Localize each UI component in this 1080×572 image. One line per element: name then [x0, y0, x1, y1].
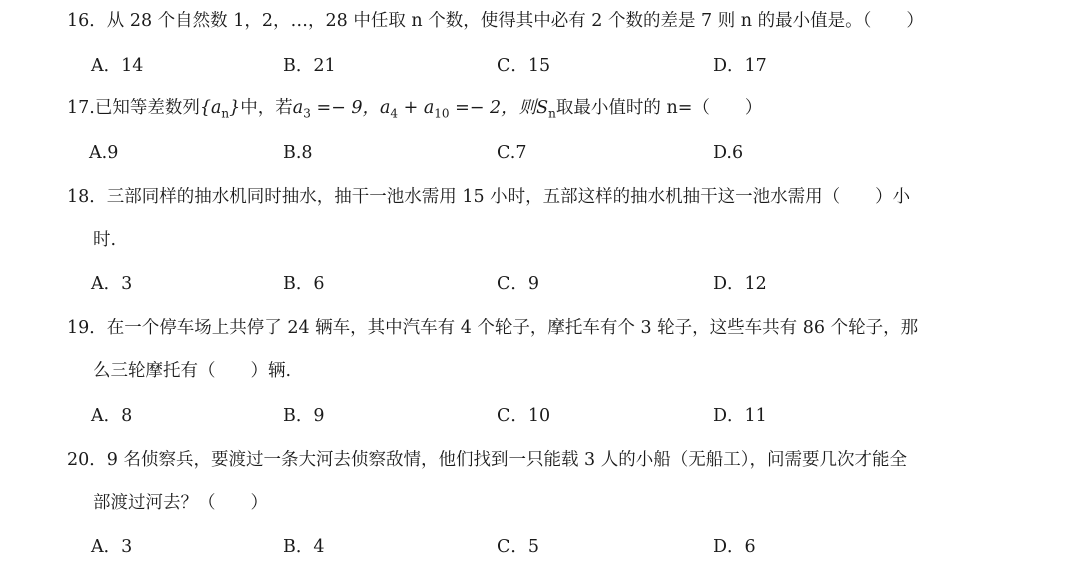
question-20-line-2: 部渡过河去？（ ）	[93, 493, 268, 513]
question-18-option-d: D．12	[713, 274, 767, 294]
question-20-line-1: 20．9 名侦察兵，要渡过一条大河去侦察敌情，他们找到一只能载 3 人的小船（无船工），问需要几次才能全	[67, 450, 907, 470]
question-16-option-b: B．21	[283, 56, 336, 76]
question-20-option-c: C．5	[497, 537, 540, 557]
question-17-option-b: B.8	[283, 143, 313, 163]
question-16-text: 16．从 28 个自然数 1，2，…，28 中任取 n 个数，使得其中必有 2 个数的差是 7 则 n 的最小值是。（ ）	[67, 11, 924, 31]
question-19	[67, 316, 918, 383]
sequence-notation: $\{a_n\}$	[199, 98, 241, 121]
question-19-option-d: D．11	[713, 406, 767, 426]
question-20-option-d: D．6	[713, 537, 756, 557]
question-17-option-d: D.6	[713, 143, 744, 163]
question-19-option-c: C．10	[497, 406, 551, 426]
question-17-option-a: A.9	[89, 143, 119, 163]
term-a10: $a_{10}$	[423, 98, 450, 121]
question-16-option-c: C．15	[497, 56, 551, 76]
question-18-line-2: 时.	[93, 230, 117, 250]
question-20-option-b: B．4	[283, 537, 325, 557]
term-a3: $a_3$	[292, 98, 311, 121]
question-17-option-c: C.7	[497, 143, 527, 163]
question-18	[67, 185, 910, 252]
question-20	[67, 448, 907, 515]
question-18-option-b: B．6	[283, 274, 325, 294]
term-sn: $S_n$	[536, 98, 556, 121]
question-18-option-c: C．9	[497, 274, 540, 294]
question-16	[67, 9, 924, 33]
question-16-option-a: A．14	[91, 56, 144, 76]
question-20-option-a: A．3	[91, 537, 133, 557]
question-19-line-2: 么三轮摩托有（ ）辆.	[93, 361, 292, 381]
term-a4: $a_4$	[379, 98, 399, 121]
question-19-line-1: 19．在一个停车场上共停了 24 辆车，其中汽车有 4 个轮子，摩托车有个 3 轮子，这些车共有 86 个轮子，那	[67, 318, 919, 338]
question-18-option-a: A．3	[91, 274, 133, 294]
question-17-prefix: 17.已知等差数列	[67, 98, 200, 118]
question-19-option-b: B．9	[283, 406, 325, 426]
question-16-option-d: D．17	[713, 56, 767, 76]
question-17: 17.已知等差数列$\{a_n\}$中，若$a_3 =- 9$，$a_4 + a_{10} =- 2$，则$S_n$取最小值时的 n=（ ）	[67, 98, 763, 121]
question-19-option-a: A．8	[91, 406, 133, 426]
question-18-line-1: 18．三部同样的抽水机同时抽水，抽干一池水需用 15 小时，五部这样的抽水机抽干这一池水需用（ ）小	[67, 187, 911, 207]
